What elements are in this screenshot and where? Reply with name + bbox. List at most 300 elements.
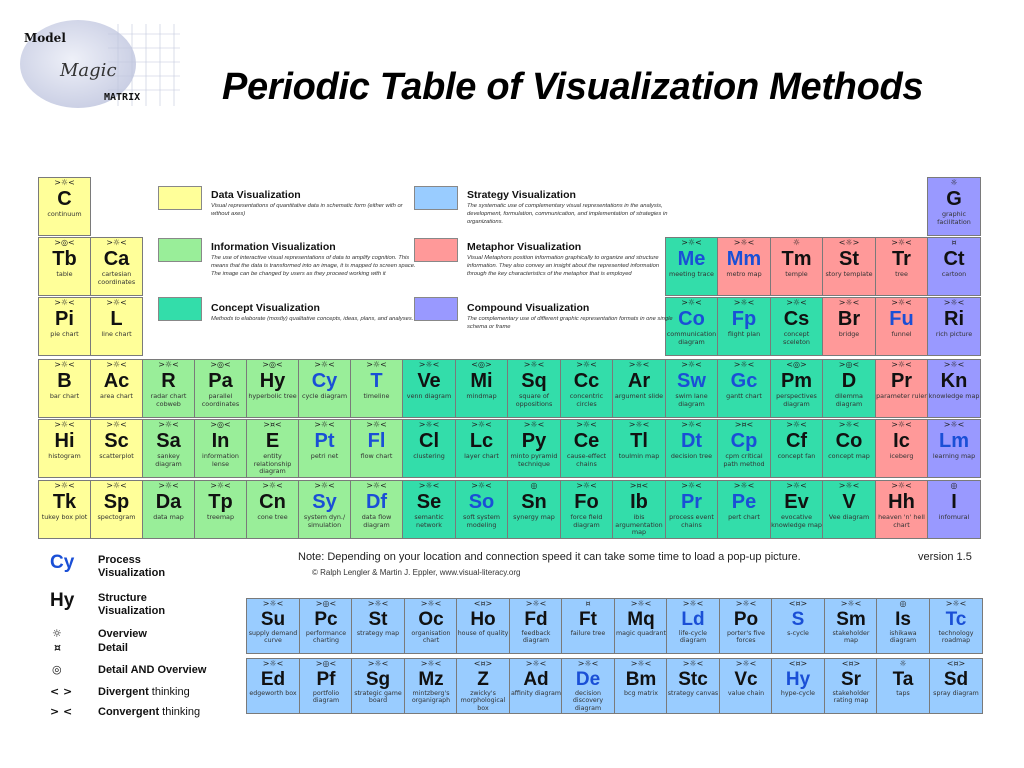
element-marker: >☼< [262,659,284,668]
element-symbol: Da [155,491,182,513]
bottom-legend-label-structure: Structure Visualization [98,592,166,617]
element-symbol: Tl [630,430,648,452]
element-marker: >☼< [735,659,757,668]
element-name: pie chart [50,330,79,338]
element-name: sankey diagram [155,452,182,468]
element-symbol: Ft [579,609,597,630]
element-symbol: Sn [521,491,547,513]
element-name: stakeholder rating map [832,690,870,705]
element-cell-mi[interactable] [455,359,508,418]
element-cell-vc[interactable] [719,658,773,714]
element-cell-sm[interactable] [824,598,878,654]
element-name: strategic game board [354,690,402,705]
element-symbol: Pr [890,370,913,392]
element-symbol: Ta [892,669,914,690]
element-symbol: Ve [417,370,441,392]
element-cell-r[interactable] [142,359,195,418]
element-cell-fd[interactable] [509,598,563,654]
element-cell-mm[interactable] [717,237,771,296]
legend-desc-data: Visual representations of quantitative data in schematic form (either with or without axes) [211,203,403,217]
element-symbol: Sp [103,491,130,513]
element-name: concept map [828,452,870,460]
legend-title-data: Data Visualization [211,189,301,201]
element-cell-pt[interactable] [298,419,351,478]
legend-swatch-compound [414,297,458,321]
element-symbol: I [951,491,957,513]
element-symbol: Ld [681,609,705,630]
element-marker: >☼< [471,481,492,490]
element-cell-mz[interactable] [404,658,458,714]
element-cell-d[interactable] [822,359,876,418]
element-cell-lc[interactable] [455,419,508,478]
element-marker: <¤> [473,599,493,608]
element-name: affinity diagram [510,690,562,697]
element-cell-hi[interactable] [38,419,91,478]
element-cell-sc[interactable] [90,419,143,478]
element-cell-pe[interactable] [717,480,771,539]
element-symbol: R [161,370,176,392]
logo-line1: Model [24,31,66,45]
element-symbol: Po [733,609,759,630]
element-cell-ft[interactable] [561,598,615,654]
element-symbol: Ib [630,491,648,513]
element-cell-stc[interactable] [666,658,720,714]
element-cell-de[interactable] [561,658,615,714]
element-cell-tl[interactable] [612,419,666,478]
element-symbol: Pf [316,669,336,690]
element-cell-in[interactable] [194,419,247,478]
element-marker: >☼< [367,599,389,608]
element-symbol: Ct [943,248,965,270]
element-marker: >☼< [106,238,127,247]
element-marker: >☼< [838,298,860,307]
element-name: concept fan [777,452,816,460]
element-name: entity relationship diagram [253,452,292,475]
element-name: petri net [310,452,339,460]
element-marker: >☼< [523,420,545,429]
element-symbol: Py [521,430,547,452]
element-cell-cn[interactable] [246,480,299,539]
element-symbol: Lm [939,430,969,452]
element-cell-ev[interactable] [770,480,823,539]
element-symbol: Pm [780,370,813,392]
element-symbol: Br [837,308,861,330]
element-name: system dyn./ simulation [303,513,346,529]
element-name: graphic facilitation [937,210,971,226]
element-name: evocative knowledge map [771,513,822,529]
element-marker: >¤< [629,481,649,490]
bottom-legend-label-process: Process Visualization [98,554,166,579]
element-name: ishikawa diagram [889,630,917,645]
element-cell-c[interactable] [38,177,91,236]
element-symbol: Fl [367,430,386,452]
element-name: magic quadrant [616,630,666,637]
legend-swatch-metaphor [414,238,458,262]
element-cell-ve[interactable] [402,359,456,418]
element-name: learning map [932,452,976,460]
element-cell-ed[interactable] [246,658,300,714]
element-cell-cf[interactable] [770,419,823,478]
element-cell-fu[interactable] [875,297,928,356]
element-cell-lm[interactable] [927,419,981,478]
element-name: tree [895,270,908,278]
element-marker: ¤ [951,238,957,247]
element-marker: >☼< [891,481,912,490]
element-symbol: Cc [573,370,600,392]
element-marker: >☼< [576,420,597,429]
element-symbol: Cl [419,430,439,452]
element-name: performance charting [305,630,347,645]
bottom-legend-strong: Overview [98,628,147,640]
element-symbol: Pe [731,491,757,513]
element-symbol: Cy [311,370,338,392]
element-cell-fo[interactable] [560,480,613,539]
element-cell-v[interactable] [822,480,876,539]
legend-swatch-data [158,186,202,210]
element-symbol: St [368,609,388,630]
legend-desc-concept: Methods to elaborate (mostly) qualitative concepts, ideas, plans, and analyses. [211,316,414,322]
element-symbol: Gc [730,370,758,392]
element-marker: >☼< [314,420,335,429]
element-marker: >☼< [943,360,965,369]
element-name: spectogram [97,513,136,521]
legend-swatch-strategy [414,186,458,210]
element-marker: >☼< [106,360,127,369]
element-cell-tp[interactable] [194,480,247,539]
element-marker: >☼< [786,298,807,307]
element-name: iceberg [889,452,914,460]
element-marker: >☼< [471,420,492,429]
element-marker: >☼< [158,360,179,369]
element-name: cause-effect chains [566,452,607,468]
element-marker: >◎< [54,238,75,247]
element-name: story template [825,270,873,278]
element-cell-st[interactable] [822,237,876,296]
element-symbol: Bm [625,669,657,690]
element-cell-tb[interactable] [38,237,91,296]
element-cell-tk[interactable] [38,480,91,539]
element-marker: >☼< [314,481,335,490]
element-marker: <¤> [788,659,808,668]
element-cell-g[interactable] [927,177,981,236]
element-marker: >☼< [158,420,179,429]
element-cell-dt[interactable] [665,419,718,478]
element-name: knowledge map [928,392,980,400]
element-marker: >☼< [943,420,965,429]
element-cell-fl[interactable] [350,419,403,478]
bottom-legend-symbol-process: Cy [50,552,75,573]
element-symbol: Ho [470,609,496,630]
element-marker: >☼< [523,360,545,369]
bottom-legend-thin: thinking [159,706,201,718]
element-cell-se[interactable] [402,480,456,539]
element-cell-is[interactable] [876,598,930,654]
element-name: line chart [101,330,132,338]
element-cell-co[interactable] [822,419,876,478]
element-name: gantt chart [726,392,762,400]
element-symbol: Df [365,491,388,513]
element-cell-t[interactable] [350,359,403,418]
element-cell-kn[interactable] [927,359,981,418]
element-cell-ho[interactable] [456,598,510,654]
logo-line2: Magic [60,60,117,81]
element-cell-tm[interactable] [770,237,823,296]
element-name: organisation chart [411,630,451,645]
element-marker: >☼< [628,420,650,429]
element-marker: <◎> [471,360,492,369]
element-symbol: B [57,370,72,392]
element-marker: >☼< [628,360,650,369]
element-cell-pi[interactable] [38,297,91,356]
element-marker: >☼< [418,360,440,369]
element-symbol: Z [477,669,489,690]
element-cell-py[interactable] [507,419,561,478]
element-cell-fp[interactable] [717,297,771,356]
bottom-legend-label-divergent [98,686,190,698]
element-symbol: Ed [260,669,286,690]
element-name: argument slide [614,392,664,400]
element-name: funnel [891,330,912,338]
bottom-legend-label-overview [98,628,147,640]
element-cell-hh[interactable] [875,480,928,539]
element-name: venn diagram [406,392,452,400]
element-cell-pa[interactable] [194,359,247,418]
element-marker: >◎< [262,360,283,369]
bottom-legend-strong: Detail AND Overview [98,664,207,676]
element-cell-po[interactable] [719,598,773,654]
element-cell-ce[interactable] [560,419,613,478]
element-name: parameter ruler [876,392,927,400]
element-cell-ri[interactable] [927,297,981,356]
element-symbol: Sg [365,669,391,690]
element-name: technology roadmap [938,630,974,645]
element-symbol: Stc [678,669,708,690]
element-cell-ar[interactable] [612,359,666,418]
element-cell-pm[interactable] [770,359,823,418]
element-symbol: Mq [627,609,655,630]
element-name: dilemma diagram [835,392,863,408]
element-symbol: Fp [731,308,757,330]
element-cell-ic[interactable] [875,419,928,478]
element-name: square of oppositions [515,392,553,408]
element-symbol: Oc [418,609,444,630]
element-symbol: Cp [730,430,758,452]
element-marker: >◎< [210,360,231,369]
element-marker: >☼< [891,420,912,429]
element-cell-sw[interactable] [665,359,718,418]
element-symbol: Hy [785,669,811,690]
element-cell-i[interactable] [927,480,981,539]
element-symbol: So [468,491,495,513]
element-cell-so[interactable] [455,480,508,539]
element-cell-ct[interactable] [927,237,981,296]
element-name: layer chart [464,452,499,460]
element-name: spray diagram [933,690,979,697]
element-cell-cy[interactable] [298,359,351,418]
element-name: cone tree [257,513,288,521]
element-symbol: Hy [259,370,286,392]
element-name: clustering [413,452,445,460]
element-symbol: Ca [103,248,130,270]
element-marker: >☼< [630,599,652,608]
element-symbol: Mi [470,370,493,392]
element-symbol: Cs [783,308,810,330]
element-cell-pr[interactable] [665,480,718,539]
logo-line3: MATRIX [104,92,141,103]
element-marker: >☼< [54,481,75,490]
element-cell-hy[interactable] [771,658,825,714]
element-name: perspectives diagram [776,392,817,408]
bottom-legend-label-detail [98,642,128,654]
element-marker: <¤> [841,659,861,668]
element-cell-ca[interactable] [90,237,143,296]
element-cell-br[interactable] [822,297,876,356]
element-symbol: Is [895,609,911,630]
element-cell-sn[interactable] [507,480,561,539]
element-symbol: St [839,248,859,270]
element-marker: ◎ [530,481,538,490]
element-marker: >☼< [891,238,912,247]
element-marker: >☼< [54,298,75,307]
element-name: portfolio diagram [312,690,340,705]
element-name: rich picture [935,330,973,338]
element-name: radar chart cobweb [150,392,187,408]
element-cell-ta[interactable] [876,658,930,714]
element-name: decision tree [670,452,713,460]
element-symbol: D [841,370,857,392]
element-marker: >☼< [786,481,807,490]
element-cell-sg[interactable] [351,658,405,714]
element-cell-tc[interactable] [929,598,983,654]
element-marker: >◎< [210,420,231,429]
element-symbol: Mm [726,248,762,270]
element-name: treemap [206,513,235,521]
element-cell-sd[interactable] [929,658,983,714]
element-name: mintzberg's organigraph [411,690,451,705]
version-label: version 1.5 [918,551,972,563]
element-name: soft system modeling [462,513,501,529]
element-marker: >☼< [576,481,597,490]
element-cell-ac[interactable] [90,359,143,418]
element-symbol: De [575,669,601,690]
element-cell-pr[interactable] [875,359,928,418]
bottom-legend-marker-overview: ☼ [52,627,62,640]
element-marker: >☼< [733,298,755,307]
element-symbol: Co [678,308,705,330]
bottom-legend-symbol-structure: Hy [50,590,75,611]
element-name: toulmin map [618,452,660,460]
element-symbol: L [110,308,123,330]
element-symbol: Mz [418,669,444,690]
element-symbol: Pa [208,370,233,392]
element-name: histogram [48,452,81,460]
element-cell-cc[interactable] [560,359,613,418]
element-cell-sp[interactable] [90,480,143,539]
element-cell-cp[interactable] [717,419,771,478]
element-cell-e[interactable] [246,419,299,478]
element-name: bridge [838,330,860,338]
element-cell-st[interactable] [351,598,405,654]
element-name: cartesian coordinates [97,270,136,286]
element-name: tukey box plot [41,513,88,521]
element-symbol: Pt [314,430,335,452]
element-cell-pc[interactable] [299,598,353,654]
element-symbol: Fo [574,491,599,513]
element-cell-l[interactable] [90,297,143,356]
element-cell-z[interactable] [456,658,510,714]
element-cell-ld[interactable] [666,598,720,654]
element-cell-ad[interactable] [509,658,563,714]
legend-title-strategy: Strategy Visualization [467,189,576,201]
element-marker: >☼< [681,420,702,429]
element-marker: >☼< [838,481,860,490]
element-cell-su[interactable] [246,598,300,654]
element-name: ibis argumentation map [615,513,663,536]
element-name: stakeholder map [832,630,870,645]
element-name: synergy map [513,513,555,521]
element-marker: >◎< [315,659,337,668]
element-marker: >☼< [577,659,599,668]
element-cell-b[interactable] [38,359,91,418]
element-symbol: Me [677,248,706,270]
element-cell-sy[interactable] [298,480,351,539]
legend-desc-metaphor: Visual Metaphors position information graphically to organize and structure information. They also convey an insight about the represented information through the key characteristics of the metaphor that is employed [467,255,660,277]
element-cell-tr[interactable] [875,237,928,296]
element-marker: >☼< [682,659,704,668]
element-name: parallel coordinates [201,392,240,408]
element-cell-sq[interactable] [507,359,561,418]
element-cell-gc[interactable] [717,359,771,418]
element-name: supply demand curve [248,630,298,645]
element-name: data map [153,513,184,521]
element-marker: >☼< [943,298,965,307]
element-cell-bm[interactable] [614,658,668,714]
element-cell-s[interactable] [771,598,825,654]
copyright: © Ralph Lengler & Martin J. Eppler, www.visual-literacy.org [312,568,521,577]
element-cell-da[interactable] [142,480,195,539]
bottom-legend-marker-detail: ¤ [54,641,61,654]
element-cell-cs[interactable] [770,297,823,356]
element-name: pert chart [728,513,760,521]
element-cell-df[interactable] [350,480,403,539]
element-cell-oc[interactable] [404,598,458,654]
element-symbol: Ar [627,370,651,392]
element-symbol: Tk [52,491,77,513]
element-symbol: Cf [785,430,808,452]
element-cell-ib[interactable] [612,480,666,539]
element-symbol: Su [260,609,286,630]
element-cell-mq[interactable] [614,598,668,654]
element-name: house of quality [457,630,509,637]
element-cell-sr[interactable] [824,658,878,714]
element-cell-hy[interactable] [246,359,299,418]
element-cell-pf[interactable] [299,658,353,714]
element-marker: >☼< [525,659,547,668]
element-marker: >☼< [366,420,387,429]
element-name: metro map [726,270,762,278]
element-symbol: Dt [680,430,703,452]
legend-title-metaphor: Metaphor Visualization [467,241,582,253]
element-symbol: Sr [840,669,862,690]
element-marker: <◎> [786,360,807,369]
element-name: feedback diagram [521,630,551,645]
element-symbol: Tc [945,609,967,630]
element-marker: <☼> [838,238,860,247]
element-cell-cl[interactable] [402,419,456,478]
element-marker: >¤< [263,420,282,429]
element-symbol: Pc [314,609,338,630]
element-cell-sa[interactable] [142,419,195,478]
